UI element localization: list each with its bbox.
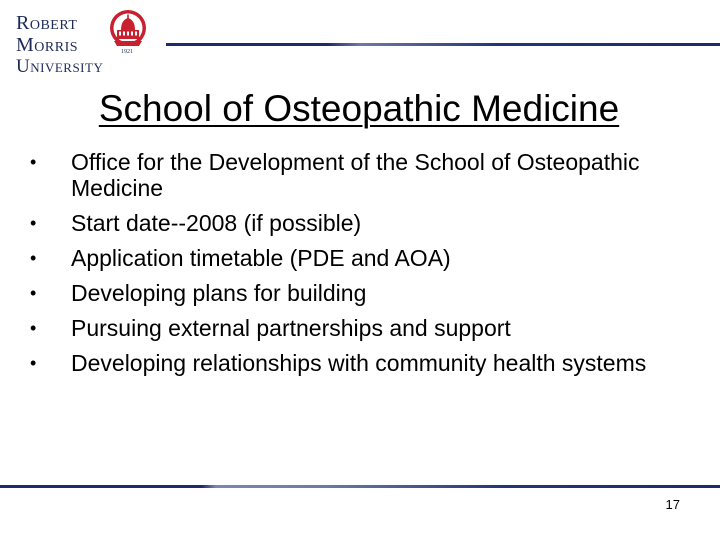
bullet-item — [30, 280, 690, 306]
bullet-icon: • — [30, 213, 37, 233]
logo-word-robert: Robert — [16, 12, 78, 34]
bullet-icon: • — [30, 248, 37, 268]
bullet-item — [30, 245, 690, 271]
bullet-item — [30, 315, 690, 341]
logo-year: 1921 — [121, 49, 133, 55]
bullet-icon: • — [30, 353, 37, 373]
bullet-item — [30, 149, 690, 201]
building-dome-seal-icon — [108, 8, 148, 54]
header-rule — [166, 43, 720, 46]
bullet-icon: • — [30, 152, 37, 172]
bullet-item — [30, 210, 690, 236]
bullet-text: Developing relationships with community health systems — [71, 350, 647, 376]
bullet-icon: • — [30, 318, 37, 338]
logo-word-morris: Morris — [16, 34, 79, 56]
slide-title: School of Osteopathic Medicine — [98, 88, 620, 129]
footer-rule — [0, 485, 720, 488]
bullet-item — [30, 350, 690, 376]
page-number: 17 — [665, 497, 680, 512]
logo-word-university: University — [16, 56, 104, 77]
bullet-icon: • — [30, 283, 37, 303]
bullet-text: Pursuing external partnerships and support — [71, 315, 511, 341]
bullet-text: Application timetable (PDE and AOA) — [71, 245, 451, 271]
bullet-text: Start date--2008 (if possible) — [71, 210, 362, 236]
university-logo — [14, 8, 149, 77]
bullet-list — [30, 149, 690, 385]
bullet-text: Office for the Development of the School of Osteopathic Medicine — [71, 149, 640, 201]
bullet-text: Developing plans for building — [71, 280, 367, 306]
